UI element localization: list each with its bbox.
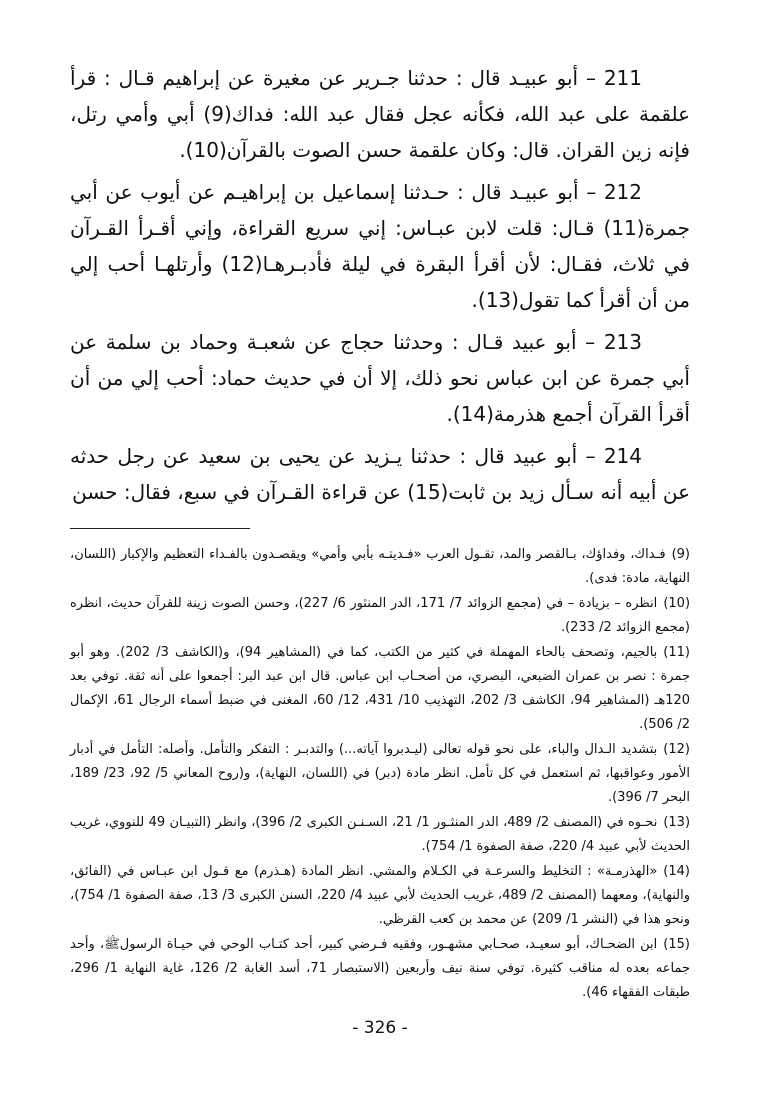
- footnote-text: بالجيم، وتصحف بالحاء المهملة في كثير من الكتب، كما في (المشاهير 94)، و(الكاشف 3/ 202). وهو أبو جمرة : نصر بن عمران الضبعي، البصري، من أصحـاب ابن عباس. قال ابن عبد البر: أجمعوا على أنه ثقة. توفي بعد 120هـ (المشاهير 94، الكاشف 3/ 202، التهذيب 10/ 431، 12/ 60، المغنى في ضبط أسماء الرجال 61، الإكمال 2/ 506).: [70, 645, 691, 732]
- footnote-text: نحـوه في (المصنف 2/ 489، الدر المنثـور 1/ 21، السـنـن الكبرى 2/ 396)، وانظر (التبيـان 49 للنووي، غريب الحديث لأبي عبيد 4/ 220، صفة الصفوة 1/ 754).: [70, 815, 690, 854]
- page-number: - 326 -: [352, 1018, 408, 1038]
- footnote-number: (10): [663, 596, 691, 611]
- footnote-14: [70, 860, 690, 932]
- footnote-text: «الهذرمـة» : التخليط والسرعـة في الكـلام والمشي. انظر المادة (هـذرم) مع قـول ابن عبـاس في (الفائق، والنهاية)، ومعهما (المصنف 2/ 489، غريب الحديث لأبي عبيد 4/ 220، السنن الكبرى 3/ 13، صفة الصفوة 1/ 754)، ونحو هذا في (النشر 1/ 209) عن محمد بن كعب القرظي.: [70, 864, 690, 927]
- paragraph-213: 213 – أبو عبيد قـال : وحدثنا حجاج عن شعبـة وحماد بن سلمة عن أبي جمرة عن ابن عباس نحو ذلك، إلا أن في حديث حماد: أحب إلي من أن أقرأ القرآن أجمع هذرمة(14).: [70, 330, 690, 426]
- footnote-9: [70, 543, 690, 591]
- footnote-divider: [70, 528, 250, 529]
- paragraph-212: 212 – أبو عبيـد قال : حـدثنا إسماعيل بن إبراهيـم عن أيوب عن أبي جمرة(11) قـال: قلت لابن عبـاس: إني سريع القراءة، وإني أقـرأ القـرآن في ثلاث، فقـال: لأن أقرأ البقرة في ليلة فأدبـرهـا(12) وأرتلهـا أحب إلي من أن أقرأ كما تقول(13).: [70, 180, 690, 312]
- footnote-number: (9): [671, 547, 690, 562]
- footnote-number: (12): [663, 742, 690, 757]
- footnote-15: [70, 933, 690, 1005]
- footnote-text: انظره – بزيادة – في (مجمع الزوائد 7/ 171، الدر المنثور 6/ 227)، وحسن الصوت زينة للقرآن حديث، انظره (مجمع الزوائد 2/ 233).: [70, 596, 690, 635]
- paragraph-214: 214 – أبو عبيد قال : حدثنا يـزيد عن يحيى بن سعيد عن رجل حدثه عن أبيه أنه سـأل زيد بن ثابت(15) عن قراءة القـرآن في سبع، فقال: حسن: [70, 444, 690, 504]
- footnote-text: فـداك، وفداؤك، بـالقصر والمد، تقـول العرب «فـديتـه بأبي وأمي» ويقصـدون بالفـداء التعظيم والإكبار (اللسان، النهاية، مادة: فدى).: [70, 547, 690, 586]
- footnote-11: [70, 641, 690, 737]
- footnote-number: (13): [663, 815, 691, 830]
- footnote-text: بتشديد الـدال والباء، على نحو قوله تعالى (ليـدبروا آياته...) والتدبـر : التفكر والتأمل. وأصله: التأمل في أدبار الأمور وعواقبها، ثم استعمل في كل تأمل. انظر مادة (دبر) في (اللسان، النهاية)، و(روح المعاني 5/ 92، 23/ 189، البحر 7/ 396).: [70, 742, 691, 805]
- footnote-number: (15): [663, 937, 690, 952]
- main-text: [70, 60, 690, 510]
- footnote-13: [70, 811, 690, 859]
- footnote-12: [70, 738, 690, 810]
- footnote-number: (11): [663, 645, 690, 660]
- footnotes: [70, 543, 690, 1005]
- paragraph-211: 211 – أبو عبيـد قال : حدثنا جـرير عن مغيرة عن إبراهيم قـال : قرأ علقمة على عبد الله، فكأنه عجل فقال عبد الله: فداك(9) أبي وأمي رتل، فإنه زين القران. قال: وكان علقمة حسن الصوت بالقرآن(10).: [70, 66, 691, 162]
- footnote-text: ابن الضحـاك، أبو سعيـد، صحـابي مشهـور، وفقيه فـرضي كبير، أحد كتـاب الوحي في حيـاة الرسولﷺ، وأحد جماعه بعده له مناقب كثيرة. توفي سنة نيف وأربعين (الاستبصار 71، أسد الغابة 2/ 126، غاية النهاية 1/ 296، طبقات الفقهاء 46).: [70, 937, 690, 1000]
- footnote-number: (14): [663, 864, 690, 879]
- footnote-10: [70, 592, 690, 640]
